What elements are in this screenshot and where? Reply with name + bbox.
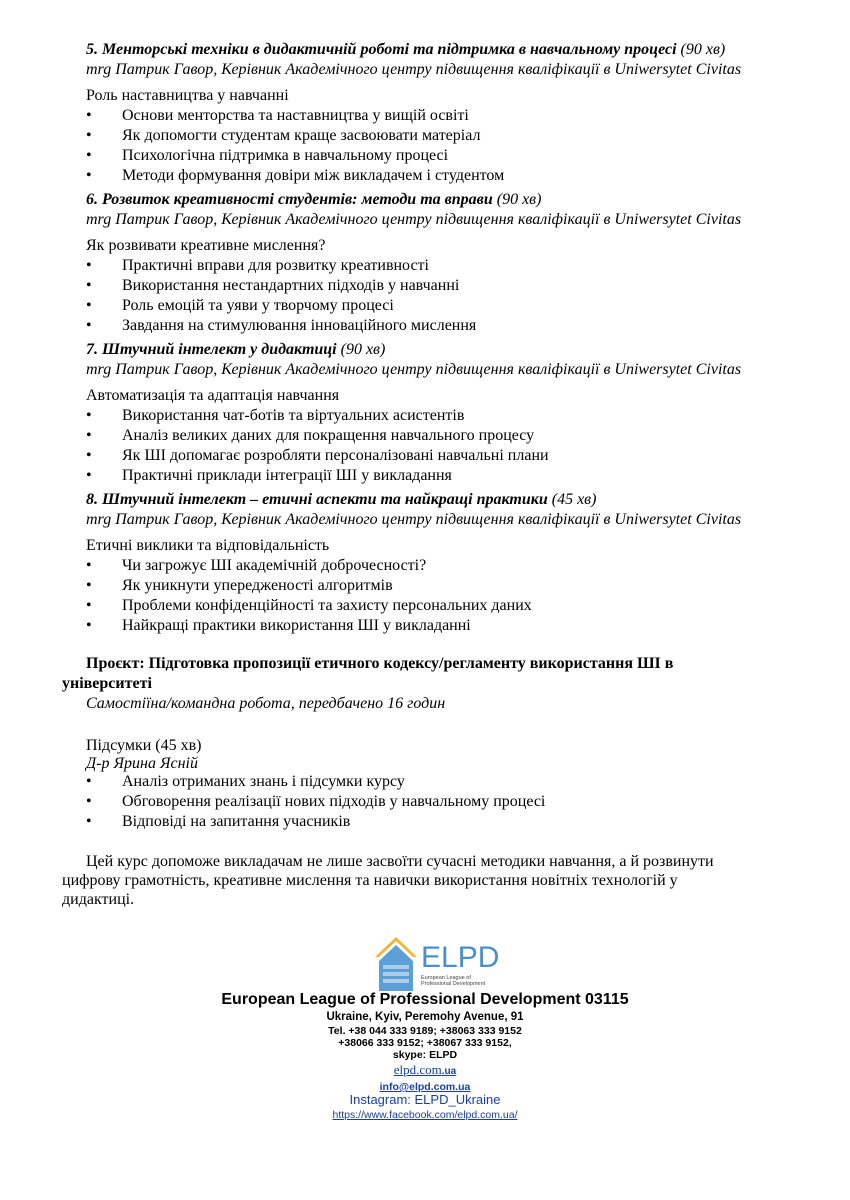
section-lecturer: mrg Патрик Гавор, Керівник Академічного центру підвищення кваліфікації в Uniwersytet Civitas: [86, 361, 742, 378]
list-item: • Найкращі практики використання ШІ у викладанні: [86, 617, 471, 634]
list-item: • Використання чат-ботів та віртуальних асистентів: [86, 407, 465, 424]
section-lecturer: mrg Патрик Гавор, Керівник Академічного центру підвищення кваліфікації в Uniwersytet Civitas: [86, 511, 742, 528]
section-intro: Автоматизація та адаптація навчання: [86, 387, 340, 404]
summary-title: Підсумки (45 хв): [86, 737, 202, 754]
section-title: 7. Штучний інтелект у дидактиці (90 хв): [86, 341, 386, 358]
list-item: • Основи менторства та наставництва у вищій освіті: [86, 107, 469, 124]
facebook-link[interactable]: https://www.facebook.com/elpd.com.ua/: [332, 1109, 518, 1121]
summary-lecturer: Д-р Ярина Ясній: [86, 755, 198, 772]
section-title: 5. Менторські техніки в дидактичній роботі та підтримка в навчальному процесі (90 хв): [86, 41, 726, 58]
conclusion-text: Цей курс допоможе викладачам не лише засвоїти сучасні методики навчання, а й розвинути: [86, 853, 714, 870]
section-lecturer: mrg Патрик Гавор, Керівник Академічного центру підвищення кваліфікації в Uniwersytet Civitas: [86, 211, 742, 228]
list-item: • Роль емоцій та уяви у творчому процесі: [86, 297, 394, 314]
list-item: • Проблеми конфіденційності та захисту персональних даних: [86, 597, 532, 614]
section-intro: Роль наставництва у навчанні: [86, 87, 289, 104]
website-link[interactable]: elpd.com.ua: [393, 1062, 457, 1077]
list-item: • Аналіз отриманих знань і підсумки курсу: [86, 773, 405, 790]
list-item: • Аналіз великих даних для покращення навчального процесу: [86, 427, 535, 444]
list-item: • Чи загрожує ШІ академічній доброчесності?: [86, 557, 427, 574]
list-item: • Завдання на стимулювання інноваційного мислення: [86, 317, 477, 334]
elpd-logo: [373, 935, 503, 995]
logo-tagline: European League of Professional Development: [421, 975, 486, 987]
email-link[interactable]: info@elpd.com.ua: [379, 1081, 471, 1093]
conclusion-text: дидактиці.: [62, 891, 135, 908]
list-item: • Як уникнути упередженості алгоритмів: [86, 577, 393, 594]
section-title: 6. Розвиток креативності студентів: методи та вправи (90 хв): [86, 191, 542, 208]
list-item: • Обговорення реалізації нових підходів у навчальному процесі: [86, 793, 546, 810]
organization-name: European League of Professional Development 03115: [221, 991, 629, 1008]
project-title-continued: університеті: [62, 675, 152, 692]
section-intro: Етичні виклики та відповідальність: [86, 537, 330, 554]
project-note: Самостіїна/командна робота, передбачено 16 годин: [86, 695, 446, 712]
list-item: • Практичні вправи для розвитку креативності: [86, 257, 429, 274]
phone-line: +38066 333 9152; +38067 333 9152,: [338, 1037, 512, 1049]
section-lecturer: mrg Патрик Гавор, Керівник Академічного центру підвищення кваліфікації в Uniwersytet Civitas: [86, 61, 742, 78]
phone-line: Tel. +38 044 333 9189; +38063 333 9152: [328, 1025, 522, 1037]
project-title: Проєкт: Підготовка пропозиції етичного кодексу/регламенту використання ШІ в: [86, 655, 674, 672]
list-item: • Як допомогти студентам краще засвоювати матеріал: [86, 127, 481, 144]
instagram-link[interactable]: Instagram: ELPD_Ukraine: [349, 1092, 501, 1107]
list-item: • Відповіді на запитання учасників: [86, 813, 351, 830]
logo-wordmark: ELPD: [421, 941, 500, 974]
section-title: 8. Штучний інтелект – етичні аспекти та найкращі практики (45 хв): [86, 491, 597, 508]
list-item: • Використання нестандартних підходів у навчанні: [86, 277, 460, 294]
conclusion-text: цифрову грамотність, креативне мислення та навички використання новітніх технологій у: [62, 872, 678, 889]
skype-contact: skype: ELPD: [392, 1049, 458, 1061]
list-item: • Психологічна підтримка в навчальному процесі: [86, 147, 449, 164]
list-item: • Практичні приклади інтеграції ШІ у викладання: [86, 467, 452, 484]
house-logo-icon: [373, 935, 419, 991]
section-intro: Як розвивати креативне мислення?: [86, 237, 326, 254]
list-item: • Як ШІ допомагає розробляти персоналізовані навчальні плани: [86, 447, 549, 464]
organization-address: Ukraine, Kyiv, Peremohy Avenue, 91: [326, 1011, 524, 1023]
list-item: • Методи формування довіри між викладачем і студентом: [86, 167, 505, 184]
